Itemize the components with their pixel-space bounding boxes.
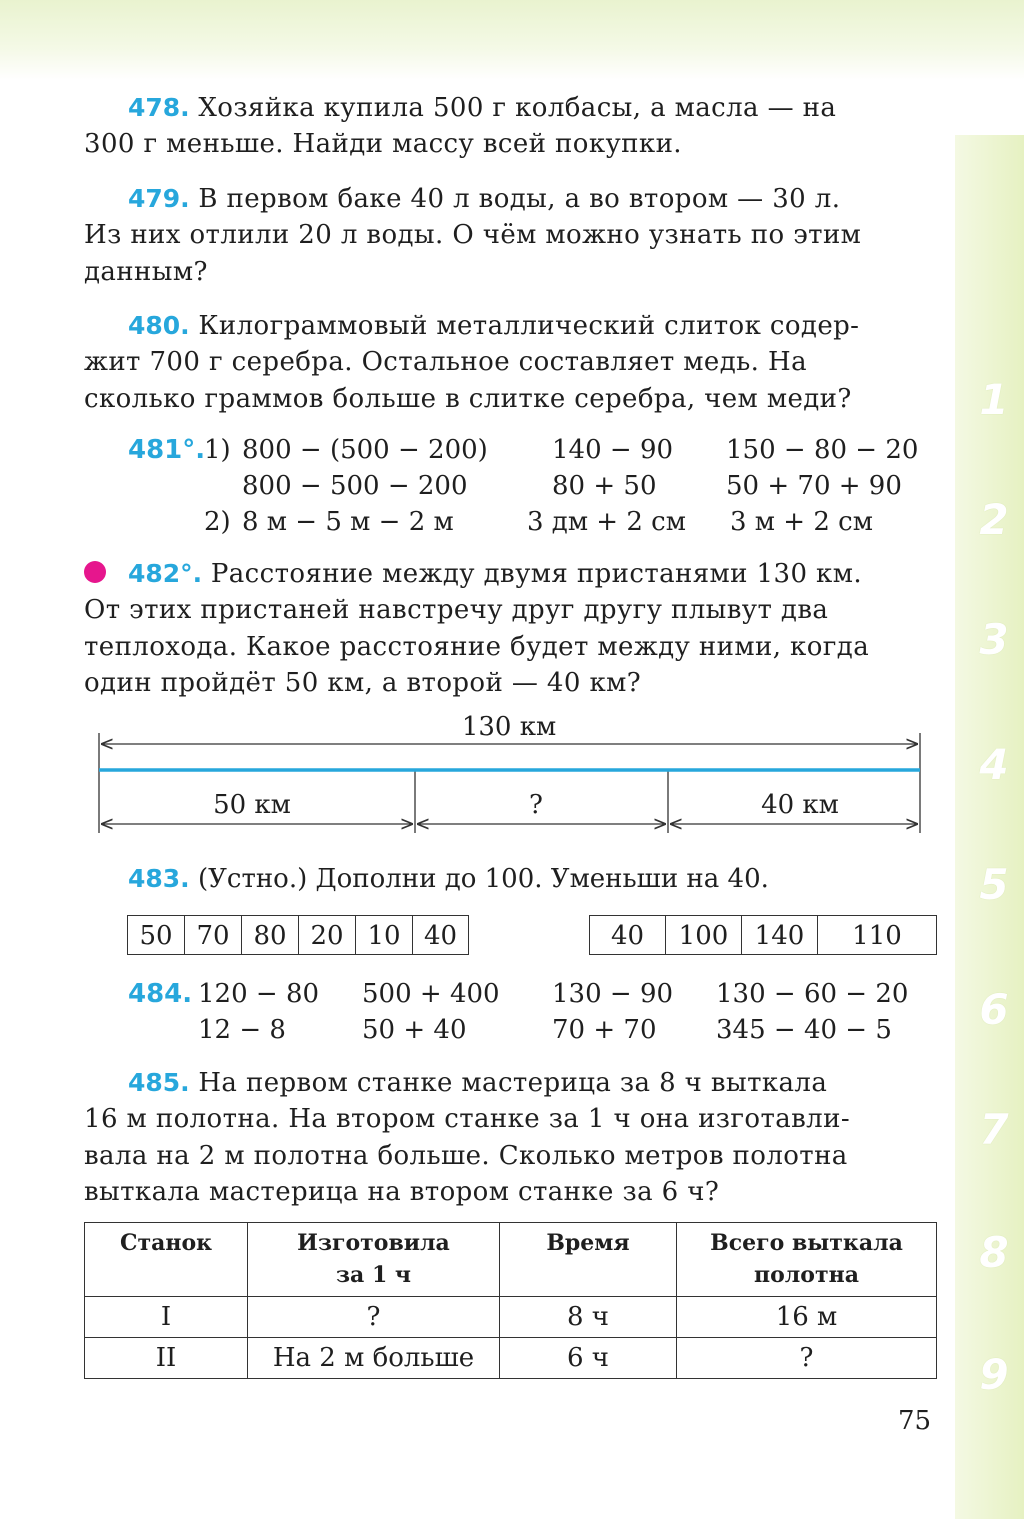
table-row — [85, 1338, 937, 1379]
problem-text-line: один пройдёт 50 км, а второй — 40 км? — [84, 667, 642, 698]
chapter-tab-1[interactable]: 1 — [979, 375, 1009, 424]
problem-480 — [84, 308, 936, 417]
expression: 8 м − 5 м − 2 м — [242, 507, 454, 537]
chapter-tab-9[interactable]: 9 — [979, 1350, 1009, 1399]
expression: 80 + 50 — [552, 471, 657, 501]
problem-485 — [84, 1065, 936, 1210]
data-table — [84, 1222, 937, 1379]
expression: 3 м + 2 см — [730, 507, 873, 537]
left-label: 50 км — [213, 790, 291, 820]
problem-text-line: В первом баке 40 л воды, а во втором — 30 л. — [198, 184, 841, 214]
problem-text-line: Расстояние между двумя пристанями 130 км. — [210, 559, 862, 589]
problem-text-line: На первом станке мастерица за 8 ч выткала — [198, 1068, 828, 1098]
problem-text-line: Хозяйка купила 500 г колбасы, а масла — на — [198, 93, 837, 123]
number-cell: 20 — [299, 916, 356, 954]
table-cell: II — [85, 1338, 248, 1379]
number-cell: 70 — [185, 916, 242, 954]
expression: 3 дм + 2 см — [527, 507, 686, 537]
problem-478 — [84, 90, 936, 163]
distance-diagram — [84, 705, 944, 835]
problem-number-481: 481°. — [128, 435, 206, 465]
part-label-1: 1) — [204, 435, 231, 465]
number-cell: 100 — [666, 916, 742, 954]
chapter-tab-3[interactable]: 3 — [979, 615, 1009, 664]
table-cell: ? — [248, 1297, 500, 1338]
number-cell: 80 — [242, 916, 299, 954]
table-header-row — [85, 1223, 937, 1297]
expression: 70 + 70 — [552, 1015, 657, 1045]
chapter-tab-4[interactable]: 4 — [979, 740, 1009, 789]
table-cell: 16 м — [677, 1297, 937, 1338]
chapter-tab-6[interactable]: 6 — [979, 985, 1009, 1034]
number-cell: 140 — [742, 916, 818, 954]
table-cell: 6 ч — [500, 1338, 677, 1379]
problem-text-line: (Устно.) Дополни до 100. Уменьши на 40. — [197, 864, 769, 894]
expression: 345 − 40 − 5 — [716, 1015, 892, 1045]
expression: 50 + 40 — [362, 1015, 467, 1045]
table-cell: I — [85, 1297, 248, 1338]
total-label: 130 км — [461, 712, 557, 742]
problem-number: 480. — [128, 311, 190, 340]
problem-text-line: 16 м полотна. На втором станке за 1 ч она изготавли- — [84, 1104, 851, 1135]
column-header: Время — [500, 1223, 677, 1297]
problem-text-line: выткала мастерица на втором станке за 6 ч? — [84, 1176, 720, 1207]
header-text: Изготовила за 1 ч — [297, 1230, 450, 1288]
table-row — [85, 1297, 937, 1338]
problem-number-484: 484. — [128, 979, 193, 1009]
number-cell: 50 — [128, 916, 185, 954]
problem-text-line: теплохода. Какое расстояние будет между ними, когда — [84, 631, 870, 662]
top-decor-band — [0, 0, 1024, 80]
problem-number: 483. — [128, 864, 190, 893]
table-cell: 8 ч — [500, 1297, 677, 1338]
number-cells-b — [589, 915, 937, 955]
right-label: 40 км — [761, 790, 839, 820]
expression: 140 − 90 — [552, 435, 674, 465]
problem-number: 482°. — [128, 559, 203, 588]
number-cell: 40 — [590, 916, 666, 954]
table-cell: ? — [677, 1338, 937, 1379]
number-cell: 10 — [356, 916, 413, 954]
problem-number: 478. — [128, 93, 190, 122]
problem-text-line: жит 700 г серебра. Остальное составляет медь. На — [84, 347, 807, 378]
page-number: 75 — [898, 1406, 932, 1436]
expression: 50 + 70 + 90 — [726, 471, 902, 501]
number-cell: 110 — [852, 921, 902, 951]
problem-text-line: Килограммовый металлический слиток содер- — [198, 311, 860, 341]
chapter-tab-7[interactable]: 7 — [979, 1105, 1009, 1154]
header-text: Всего выткала полотна — [710, 1230, 903, 1288]
problem-483 — [128, 864, 769, 894]
problem-479 — [84, 181, 936, 290]
expression: 800 − 500 − 200 — [242, 471, 468, 501]
problem-number: 485. — [128, 1068, 190, 1097]
expression: 12 − 8 — [198, 1015, 286, 1045]
expression: 500 + 400 — [362, 979, 500, 1009]
problem-text-line: вала на 2 м полотна больше. Сколько метров полотна — [84, 1140, 848, 1171]
expression: 130 − 90 — [552, 979, 674, 1009]
number-cell: 40 — [423, 921, 458, 951]
column-header: Станок — [85, 1223, 248, 1297]
problem-number: 479. — [128, 184, 190, 213]
expression: 800 − (500 − 200) — [242, 435, 488, 465]
problem-text-line: От этих пристаней навстречу друг другу плывут два — [84, 595, 829, 626]
problem-text-line: сколько граммов больше в слитке серебра, чем меди? — [84, 383, 852, 414]
chapter-tab-8[interactable]: 8 — [979, 1228, 1009, 1277]
column-header — [248, 1223, 500, 1297]
chapter-tab-5[interactable]: 5 — [979, 860, 1009, 909]
expression: 150 − 80 − 20 — [726, 435, 919, 465]
problem-text-line: данным? — [84, 256, 208, 287]
number-cells-a — [127, 915, 469, 955]
middle-label: ? — [529, 790, 543, 820]
problem-text-line: 300 г меньше. Найди массу всей покупки. — [84, 129, 682, 160]
side-chapter-band — [955, 135, 1024, 1519]
expression: 120 − 80 — [198, 979, 320, 1009]
problem-482 — [84, 556, 936, 701]
problem-text-line: Из них отлили 20 л воды. О чём можно узнать по этим — [84, 220, 862, 251]
column-header — [677, 1223, 937, 1297]
part-label-2: 2) — [204, 507, 231, 537]
table-cell: На 2 м больше — [248, 1338, 500, 1379]
expression: 130 − 60 − 20 — [716, 979, 909, 1009]
chapter-tab-2[interactable]: 2 — [979, 495, 1009, 544]
